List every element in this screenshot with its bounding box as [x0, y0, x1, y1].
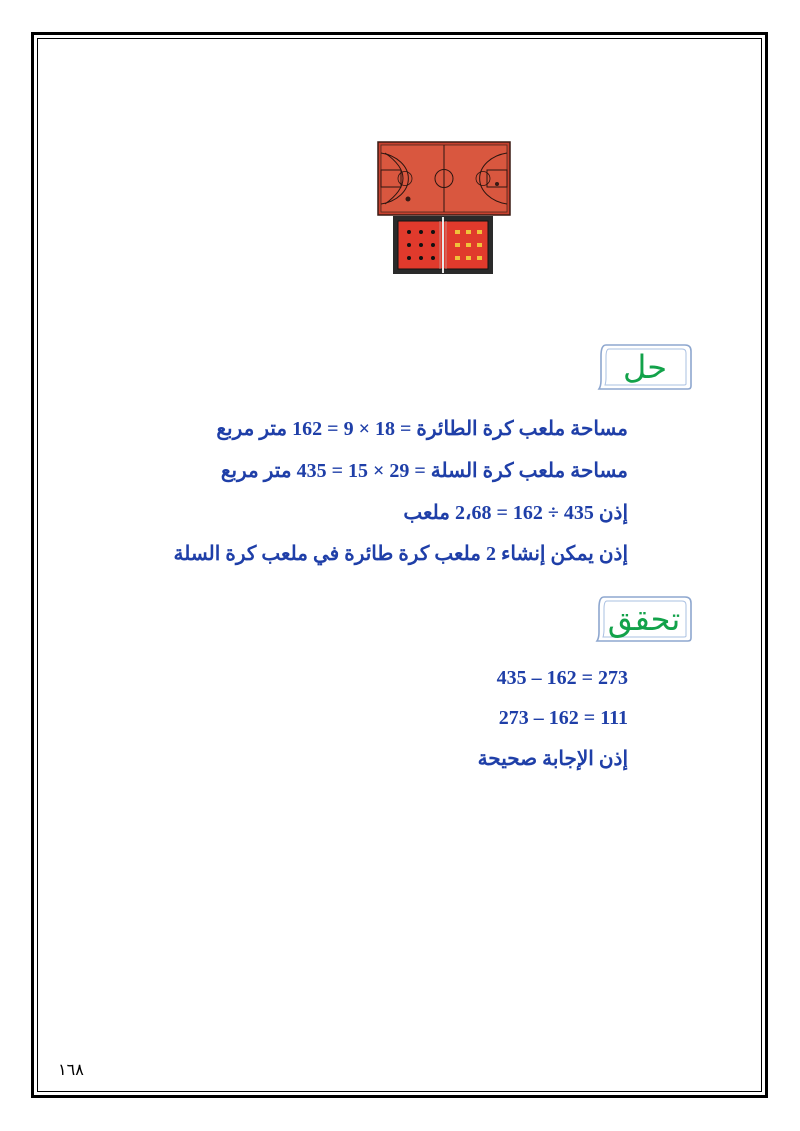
solution-line-4: إذن يمكن إنشاء 2 ملعب كرة طائرة في ملعب كرة السلة	[173, 543, 628, 565]
page-number: ١٦٨	[58, 1060, 84, 1079]
check-heading: تحقق	[607, 600, 681, 638]
courts-illustration	[377, 141, 511, 275]
check-line-3: إذن الإجابة صحيحة	[477, 748, 628, 770]
solution-line-1: مساحة ملعب كرة الطائرة = 18 × 9 = 162 متر مربع	[216, 418, 628, 440]
solution-line-3: إذن 435 ÷ 162 = 2،68 ملعب	[403, 502, 628, 524]
volleyball-court-icon	[393, 216, 493, 274]
solution-heading-tab	[596, 342, 694, 392]
check-line-1: 435 – 162 = 273	[496, 667, 628, 689]
check-heading-tab	[594, 594, 694, 644]
check-line-2: 273 – 162 = 111	[498, 707, 628, 729]
basketball-court-icon	[378, 142, 510, 215]
solution-line-2: مساحة ملعب كرة السلة = 29 × 15 = 435 متر مربع	[220, 460, 628, 482]
solution-heading: حل	[622, 348, 667, 386]
